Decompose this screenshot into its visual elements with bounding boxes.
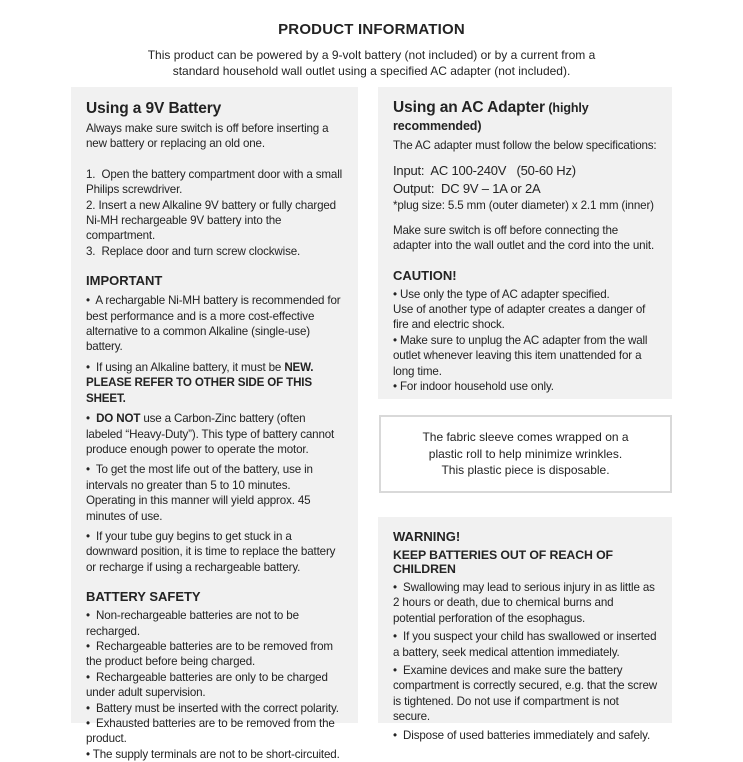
fabric-note-line-1: The fabric sleeve comes wrapped on a [422, 430, 629, 445]
page-subtitle-line-1: This product can be powered by a 9-volt battery (not included) or by a current from a [147, 48, 596, 62]
important-heading: IMPORTANT [86, 273, 163, 289]
battery-safety-bullet: • The supply terminals are not to be short-circuited. [86, 747, 340, 761]
ac-adapter-section-panel [378, 87, 672, 399]
ac-adapter-intro: The AC adapter must follow the below specifications: [393, 139, 657, 152]
warning-section-panel [378, 517, 672, 742]
ac-adapter-specs [393, 162, 657, 213]
important-bullet: • A rechargable Ni-MH battery is recommended for best performance and is a more cost-effective alternative to a common Alkaline (single-use) battery. [86, 294, 344, 354]
spec-input: Input: AC 100-240V (50-60 Hz) [393, 163, 576, 179]
caution-bullet: • For indoor household use only. [393, 380, 554, 394]
caution-bullet: • Make sure to unplug the AC adapter from the wall outlet whenever leaving this item unattended for a long time. [393, 333, 651, 378]
important-bullet: • If your tube guy begins to get stuck in a downward position, it is time to replace the battery or recharge if using a rechargeable battery. [86, 529, 339, 574]
battery-safety-bullet: • Rechargeable batteries are only to be charged under adult supervision. [86, 670, 331, 700]
warning-bullet: • Swallowing may lead to serious injury in as little as 2 hours or death, due to chemical burns and potential perforation of the esophagus. [393, 581, 658, 625]
page-subtitle [0, 47, 743, 79]
warning-bullet: • Examine devices and make sure the battery compartment is correctly secured, e.g. that the screw is tightened. Do not use if compartment is not secure. [393, 664, 661, 724]
warning-bullet: • Dispose of used batteries immediately and safely. [393, 728, 651, 742]
warning-subheading: KEEP BATTERIES OUT OF REACH OF CHILDREN [393, 548, 613, 576]
battery-step-3: 3. Replace door and turn screw clockwise. [86, 244, 301, 258]
spec-plug-size: *plug size: 5.5 mm (outer diameter) x 2.1 mm (inner) [393, 199, 654, 213]
ac-adapter-heading-note: (highly recommended) [393, 101, 589, 133]
important-bullet: • If using an Alkaline battery, it must be NEW. PLEASE REFER TO OTHER SIDE OF THIS SHEET. [86, 360, 316, 405]
ac-adapter-switch-note: Make sure switch is off before connecting the adapter into the wall outlet and the cord into the unit. [393, 223, 655, 253]
important-bullet: • To get the most life out of the battery, use in intervals no greater than 5 to 10 minutes. Operating in this manner will yield approx. 45 minutes of use. [86, 463, 316, 523]
battery-safety-heading: BATTERY SAFETY [86, 589, 201, 605]
battery-intro: Always make sure switch is off before inserting a new battery or replacing an old one. [86, 122, 332, 151]
ac-adapter-heading: Using an AC Adapter (highly recommended) [393, 99, 589, 133]
battery-step-1: 1. Open the battery compartment door with a small Philips screwdriver. [86, 167, 346, 197]
fabric-note-line-2: plastic roll to help minimize wrinkles. [428, 446, 623, 461]
caution-heading: CAUTION! [393, 267, 457, 283]
battery-safety-bullet: • Rechargeable batteries are to be removed from the product before being charged. [86, 639, 336, 669]
caution-bullet: • Use only the type of AC adapter specified. Use of another type of adapter creates a danger of fire and electric shock. [393, 287, 649, 332]
spec-output: Output: DC 9V – 1A or 2A [393, 180, 541, 196]
battery-step-2: 2. Insert a new Alkaline 9V battery or fully charged Ni-MH rechargeable 9V battery into the compartment. [86, 198, 340, 243]
battery-section-heading: Using a 9V Battery [86, 100, 222, 117]
warning-heading: WARNING! [393, 529, 461, 544]
page-title: PRODUCT INFORMATION [278, 21, 465, 38]
battery-section-panel [71, 87, 358, 761]
page-subtitle-line-2: standard household wall outlet using a specified AC adapter (not included). [172, 64, 571, 78]
battery-safety-bullet: • Exhausted batteries are to be removed from the product. [86, 717, 338, 746]
fabric-sleeve-note-box [379, 415, 672, 493]
important-bullet: • DO NOT use a Carbon-Zinc battery (often labeled “Heavy-Duty”). This type of battery cannot produce enough power to operate the motor. [86, 412, 338, 456]
battery-safety-bullet: • Battery must be inserted with the correct polarity. [86, 701, 339, 715]
battery-steps [86, 167, 346, 259]
fabric-note-line-3: This plastic piece is disposable. [441, 463, 610, 478]
battery-safety-bullet: • Non-rechargeable batteries are not to be recharged. [86, 609, 302, 638]
warning-bullet: • If you suspect your child has swallowed or inserted a battery, seek medical attention immediately. [393, 630, 660, 659]
